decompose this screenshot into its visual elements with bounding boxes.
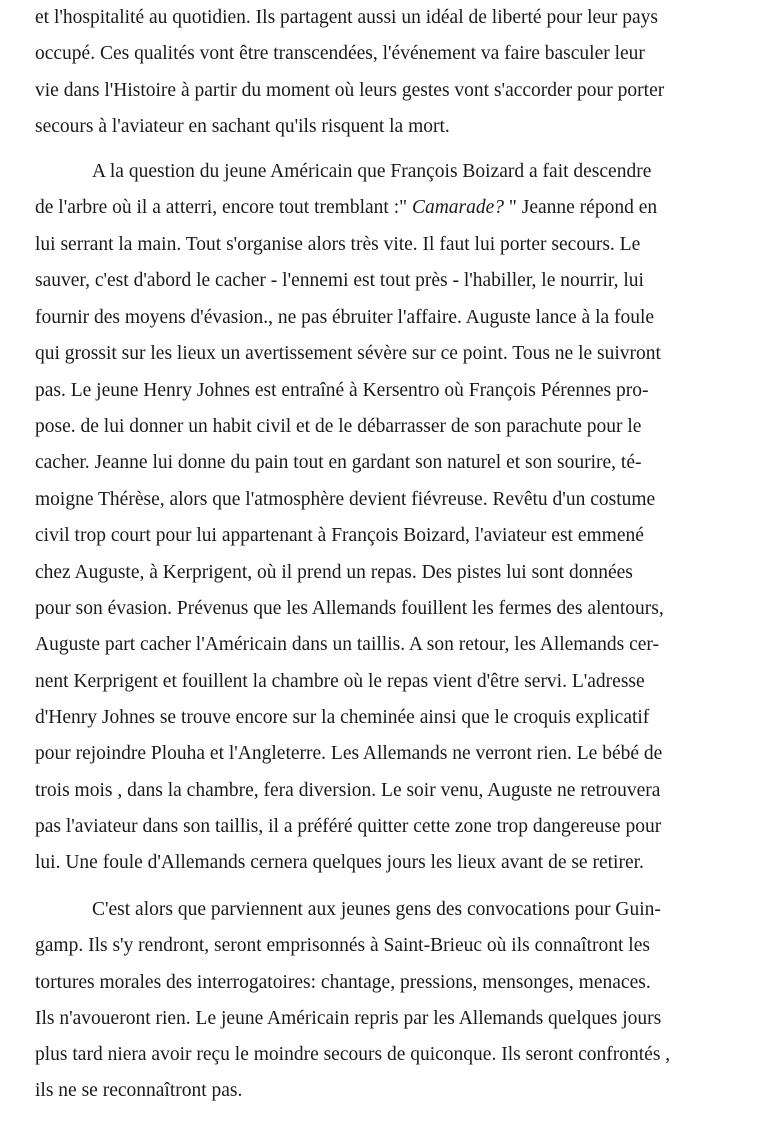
text-line: gamp. Ils s'y rendront, seront emprisonnés à Saint-Brieuc où ils connaîtront les [35,935,650,956]
text-line: secours à l'aviateur en sachant qu'ils risquent la mort. [35,116,450,137]
italic-quote: Camarade? [411,197,505,218]
text-line: occupé. Ces qualités vont être transcendées, l'événement va faire basculer leur [35,43,645,64]
text-line: vie dans l'Histoire à partir du moment où leurs gestes vont s'accorder pour porter [35,80,665,101]
text-line: lui. Une foule d'Allemands cernera quelques jours les lieux avant de se retirer. [35,852,644,873]
text-line: plus tard niera avoir reçu le moindre secours de quiconque. Ils seront confrontés , [35,1044,671,1065]
text-line: d'Henry Johnes se trouve encore sur la cheminée ainsi que le croquis explicatif [35,707,650,728]
text-line: Auguste part cacher l'Américain dans un taillis. A son retour, les Allemands cer- [35,634,659,655]
text-line [35,193,741,223]
text-line: pas l'aviateur dans son taillis, il a préféré quitter cette zone trop dangereuse pour [35,816,662,837]
text-line: pose. de lui donner un habit civil et de le débarrasser de son parachute pour le [35,416,642,437]
text-line: lui serrant la main. Tout s'organise alors très vite. Il faut lui porter secours. Le [35,234,641,255]
text-line: chez Auguste, à Kerprigent, où il prend un repas. Des pistes lui sont données [35,562,633,583]
text-line: pour son évasion. Prévenus que les Allemands fouillent les fermes des alentours, [35,598,664,619]
text-segment: " Jeanne répond en [504,197,658,218]
text-line: trois mois , dans la chambre, fera diversion. Le soir venu, Auguste ne retrouvera [35,780,661,801]
text-line: et l'hospitalité au quotidien. Ils partagent aussi un idéal de liberté pour leur pays [35,7,659,28]
text-line: Ils n'avoueront rien. Le jeune Américain repris par les Allemands quelques jours [35,1008,662,1029]
text-line: tortures morales des interrogatoires: chantage, pressions, mensonges, menaces. [35,972,651,993]
text-line: nent Kerprigent et fouillent la chambre où le repas vient d'être servi. L'adresse [35,671,645,692]
text-line: pas. Le jeune Henry Johnes est entraîné à Kersentro où François Pérennes pro- [35,380,649,401]
text-line: cacher. Jeanne lui donne du pain tout en gardant son naturel et son sourire, té- [35,452,642,473]
text-line: sauver, c'est d'abord le cacher - l'ennemi est tout près - l'habiller, le nourrir, lui [35,270,644,291]
text-line: C'est alors que parviennent aux jeunes gens des convocations pour Guin- [92,899,661,920]
text-line: ils ne se reconnaîtront pas. [35,1080,243,1101]
text-line: fournir des moyens d'évasion., ne pas ébruiter l'affaire. Auguste lance à la foule [35,307,655,328]
text-line: A la question du jeune Américain que François Boizard a fait descendre [92,161,652,182]
text-line: qui grossit sur les lieux un avertissement sévère sur ce point. Tous ne le suivront [35,343,661,364]
text-segment: de l'arbre où il a atterri, encore tout tremblant :" [35,197,412,218]
text-line: moigne Thérèse, alors que l'atmosphère devient fiévreuse. Revêtu d'un costume [35,489,656,510]
text-line: civil trop court pour lui appartenant à François Boizard, l'aviateur est emmené [35,525,644,546]
text-line: pour rejoindre Plouha et l'Angleterre. Les Allemands ne verront rien. Le bébé de [35,743,663,764]
